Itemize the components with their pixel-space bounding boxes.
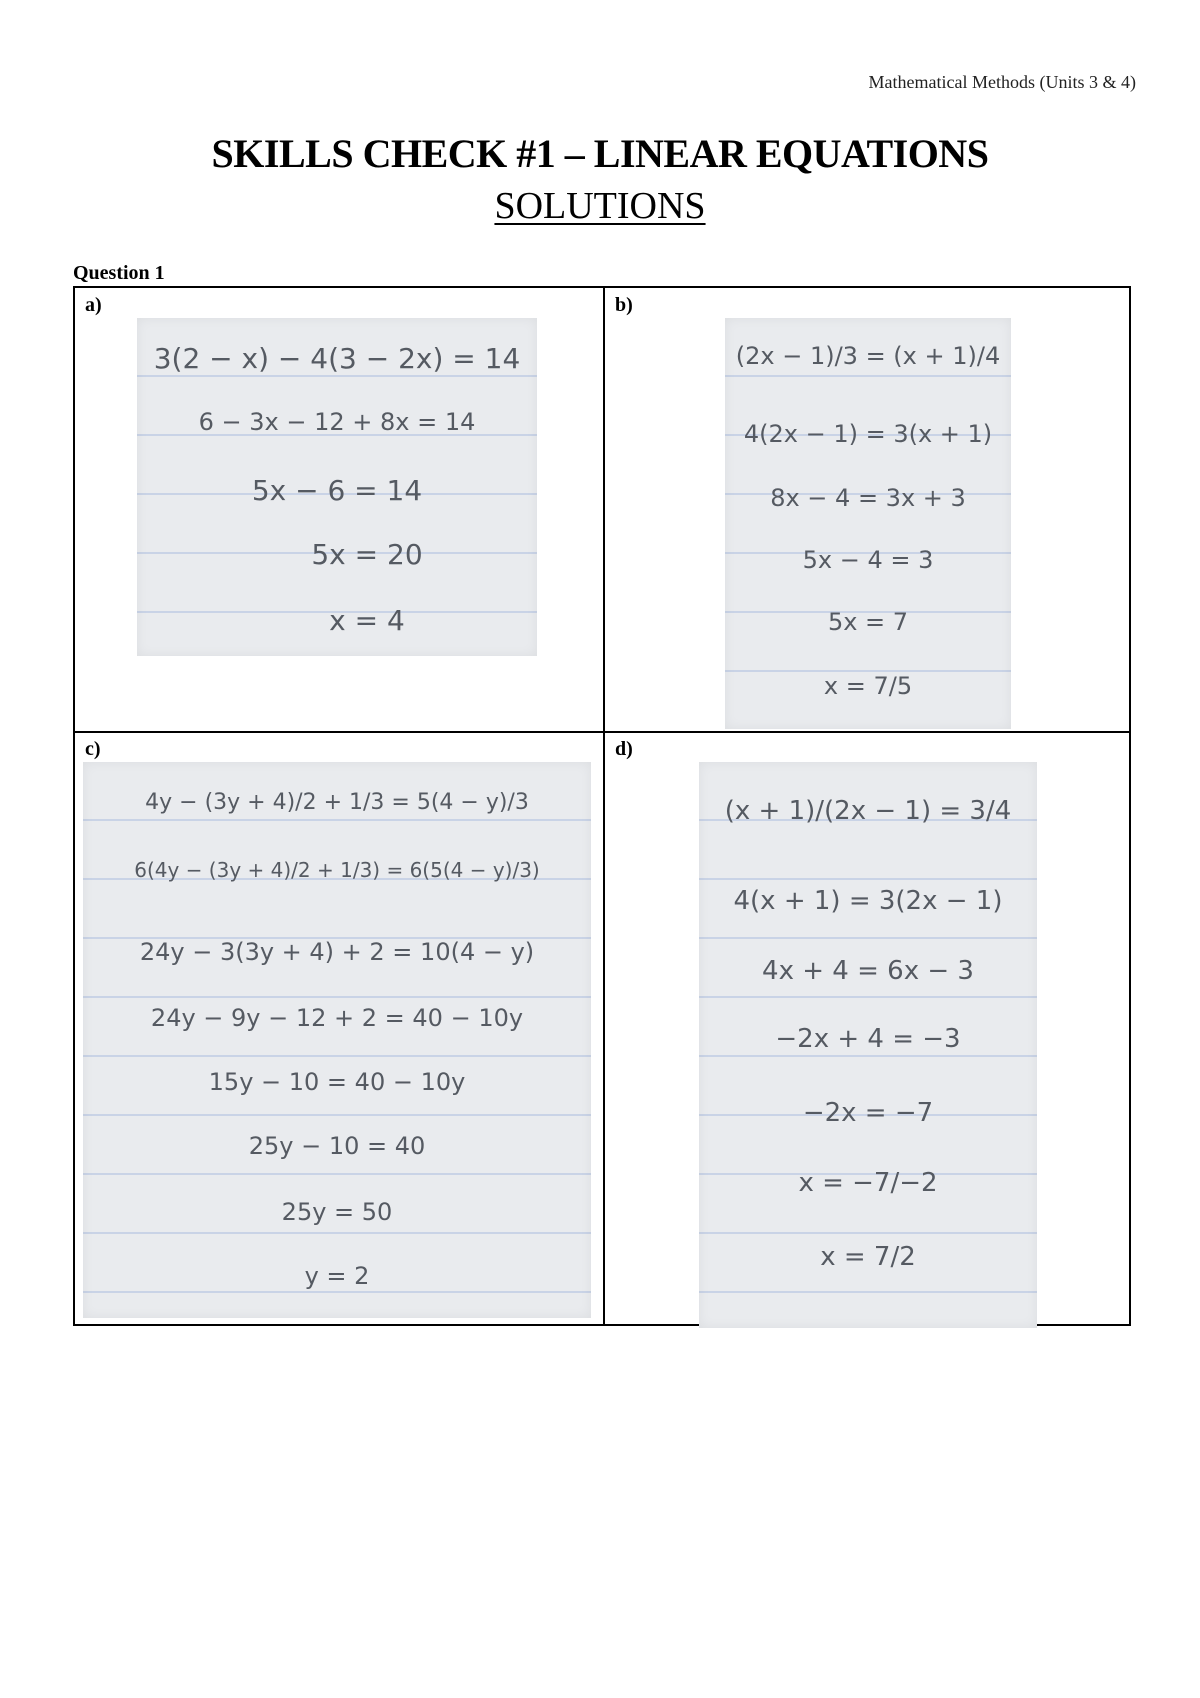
document-title: SKILLS CHECK #1 – LINEAR EQUATIONS [211, 131, 989, 176]
part-d-label: d) [615, 738, 633, 760]
working-line: x = 7/2 [820, 1242, 916, 1272]
working-line: 4(2x − 1) = 3(x + 1) [743, 420, 993, 448]
working-line: 6(4y − (3y + 4)/2 + 1/3) = 6(5(4 − y)/3) [134, 858, 540, 882]
working-line: 25y = 50 [281, 1198, 393, 1226]
part-a-working [137, 318, 537, 656]
working-line: (x + 1)/(2x − 1) = 3/4 [724, 796, 1012, 826]
working-line: 4x + 4 = 6x − 3 [762, 956, 974, 986]
part-c-working [83, 762, 591, 1318]
page-header-course: Mathematical Methods (Units 3 & 4) [868, 72, 1136, 92]
part-c-label: c) [85, 738, 101, 760]
working-line: 3(2 − x) − 4(3 − 2x) = 14 [153, 342, 521, 375]
working-line: 8x − 4 = 3x + 3 [770, 484, 966, 512]
working-line: y = 2 [304, 1262, 370, 1290]
working-line: 25y − 10 = 40 [248, 1132, 426, 1160]
part-b-working [725, 318, 1011, 729]
working-line: 24y − 3(3y + 4) + 2 = 10(4 − y) [139, 938, 535, 966]
document-subtitle: SOLUTIONS [494, 185, 706, 227]
working-line: x = −7/−2 [798, 1168, 938, 1198]
working-line: −2x = −7 [802, 1098, 934, 1128]
working-line: 5x = 7 [827, 608, 909, 636]
working-line: 4y − (3y + 4)/2 + 1/3 = 5(4 − y)/3 [145, 790, 529, 815]
solutions-table [73, 286, 1131, 1326]
working-line: (2x − 1)/3 = (x + 1)/4 [735, 342, 1001, 370]
table-divider-vertical [603, 288, 605, 1324]
working-line: x = 4 [329, 604, 405, 637]
part-a-label: a) [85, 294, 102, 316]
working-line: −2x + 4 = −3 [775, 1024, 961, 1054]
question-label: Question 1 [73, 262, 165, 284]
working-line: 5x = 20 [311, 538, 423, 571]
working-line: x = 7/5 [823, 672, 913, 700]
part-d-working [699, 762, 1037, 1328]
working-line: 24y − 9y − 12 + 2 = 40 − 10y [150, 1004, 524, 1032]
working-line: 5x − 6 = 14 [251, 474, 423, 507]
working-line: 5x − 4 = 3 [802, 546, 934, 574]
working-line: 15y − 10 = 40 − 10y [208, 1068, 466, 1096]
part-b-label: b) [615, 294, 633, 316]
working-line: 6 − 3x − 12 + 8x = 14 [198, 408, 476, 436]
working-line: 4(x + 1) = 3(2x − 1) [733, 886, 1003, 916]
table-divider-horizontal [75, 731, 1129, 733]
